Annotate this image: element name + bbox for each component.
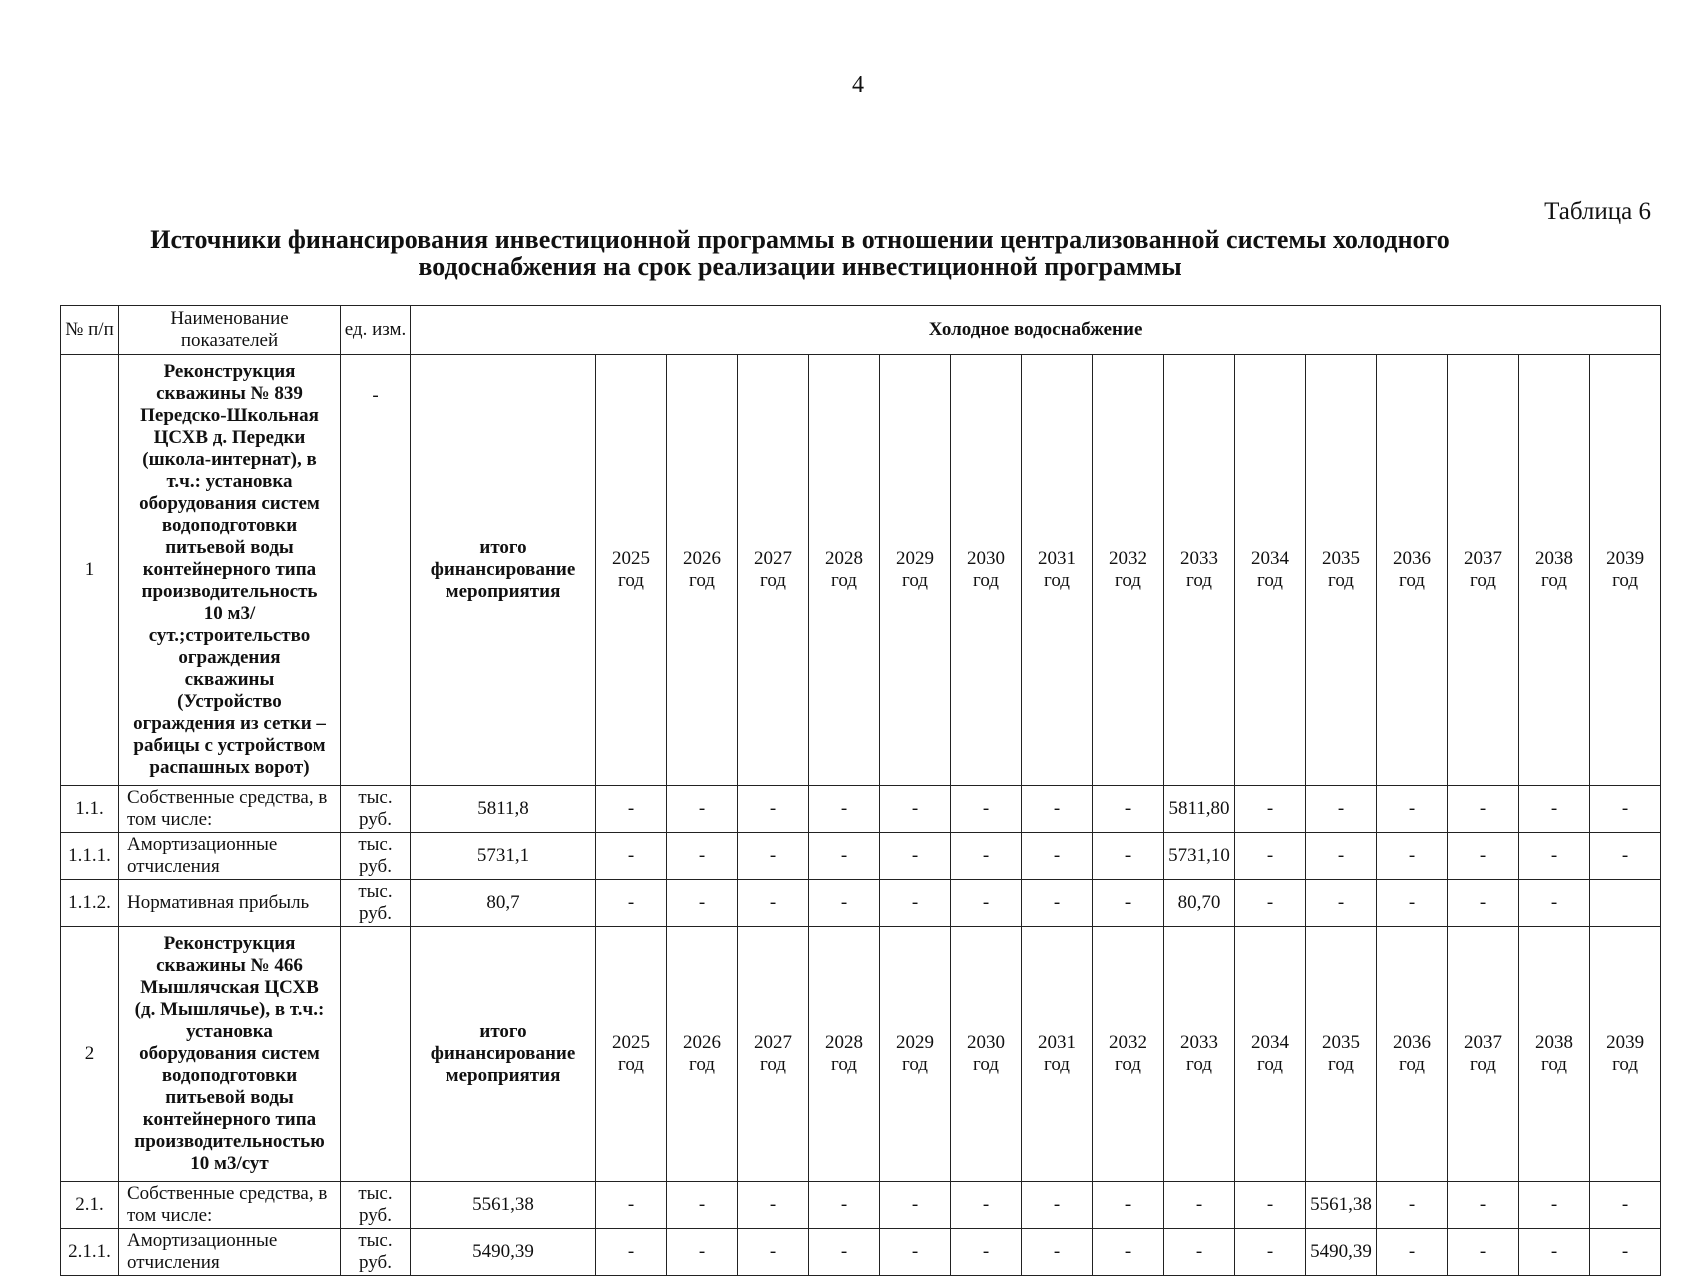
row-number: 2.1.1. <box>61 1229 119 1276</box>
table-row <box>61 786 1661 833</box>
year-value: - <box>1235 1182 1306 1229</box>
year-value: - <box>1093 880 1164 927</box>
year-value: 5490,39 <box>1306 1229 1377 1276</box>
year-value: - <box>1377 1182 1448 1229</box>
row-name: Собственные средства, в том числе: <box>119 1182 341 1229</box>
year-header: 2032 год <box>1093 355 1164 786</box>
year-value: 5731,10 <box>1164 833 1235 880</box>
year-value: - <box>1022 880 1093 927</box>
object-number: 2 <box>61 927 119 1182</box>
year-value: - <box>809 1229 880 1276</box>
year-value: - <box>1306 833 1377 880</box>
page-number: 4 <box>852 72 864 98</box>
row-total: 5731,1 <box>411 833 596 880</box>
row-total: 5561,38 <box>411 1182 596 1229</box>
object-unit <box>341 927 411 1182</box>
header-num: № п/п <box>61 306 119 355</box>
row-total: 80,7 <box>411 880 596 927</box>
year-value: - <box>951 1229 1022 1276</box>
row-number: 1.1.2. <box>61 880 119 927</box>
year-value: - <box>1306 880 1377 927</box>
year-value: - <box>596 1229 667 1276</box>
year-value: 5561,38 <box>1306 1182 1377 1229</box>
row-name: Нормативная прибыль <box>119 880 341 927</box>
year-value: - <box>1448 880 1519 927</box>
row-name: Амортизационные отчисления <box>119 833 341 880</box>
year-value: - <box>1590 1229 1661 1276</box>
row-unit: тыс. руб. <box>341 1182 411 1229</box>
year-value: - <box>809 1182 880 1229</box>
year-header: 2038 год <box>1519 927 1590 1182</box>
year-value: - <box>880 1229 951 1276</box>
year-value: - <box>951 880 1022 927</box>
year-header: 2025 год <box>596 355 667 786</box>
year-header: 2036 год <box>1377 927 1448 1182</box>
year-value: - <box>667 880 738 927</box>
object-header-row <box>61 355 1661 786</box>
year-value: - <box>809 833 880 880</box>
year-value: - <box>951 786 1022 833</box>
year-value: - <box>880 833 951 880</box>
row-unit: тыс. руб. <box>341 833 411 880</box>
year-value: - <box>1235 880 1306 927</box>
year-value: - <box>1519 1182 1590 1229</box>
year-header: 2036 год <box>1377 355 1448 786</box>
table-row <box>61 880 1661 927</box>
year-value: - <box>1377 1229 1448 1276</box>
year-value: - <box>596 880 667 927</box>
year-value: - <box>1377 786 1448 833</box>
row-name: Амортизационные отчисления <box>119 1229 341 1276</box>
financing-table <box>60 305 1661 1276</box>
year-header: 2039 год <box>1590 927 1661 1182</box>
row-unit: тыс. руб. <box>341 1229 411 1276</box>
row-number: 1.1.1. <box>61 833 119 880</box>
object-name: Реконструкция скважины № 839 Передско-Школьная ЦСХВ д. Передки (школа-интернат), в т.ч.: установка оборудования систем водоподготовки питьевой воды контейнерного типа производительность 10 м3/сут.;строительство ограждения скважины (Устройство ограждения из сетки – рабицы с устройством распашных ворот) <box>119 355 341 786</box>
year-value: - <box>1164 1182 1235 1229</box>
row-number: 2.1. <box>61 1182 119 1229</box>
year-value: - <box>880 1182 951 1229</box>
year-value: - <box>1448 1182 1519 1229</box>
year-value: - <box>738 833 809 880</box>
year-value: - <box>1448 786 1519 833</box>
row-unit: тыс. руб. <box>341 786 411 833</box>
year-header: 2034 год <box>1235 355 1306 786</box>
year-header: 2037 год <box>1448 927 1519 1182</box>
object-header-row <box>61 927 1661 1182</box>
itogo-label: итого финансирование мероприятия <box>411 927 596 1182</box>
year-value: - <box>667 833 738 880</box>
year-value: - <box>1235 786 1306 833</box>
header-unit: ед. изм. <box>341 306 411 355</box>
year-value: - <box>880 786 951 833</box>
year-value: - <box>809 880 880 927</box>
year-header: 2028 год <box>809 927 880 1182</box>
year-value: - <box>1590 1182 1661 1229</box>
object-unit: - <box>341 355 411 786</box>
year-value: - <box>596 786 667 833</box>
year-value: - <box>1519 833 1590 880</box>
year-header: 2039 год <box>1590 355 1661 786</box>
year-value: 5811,80 <box>1164 786 1235 833</box>
year-header: 2031 год <box>1022 355 1093 786</box>
year-value: - <box>667 786 738 833</box>
row-total: 5490,39 <box>411 1229 596 1276</box>
table-label: Таблица 6 <box>1544 198 1651 225</box>
year-value: 80,70 <box>1164 880 1235 927</box>
year-value: - <box>1377 880 1448 927</box>
year-header: 2033 год <box>1164 927 1235 1182</box>
year-header: 2029 год <box>880 927 951 1182</box>
year-value: - <box>951 1182 1022 1229</box>
table-row <box>61 1182 1661 1229</box>
object-number: 1 <box>61 355 119 786</box>
year-value: - <box>1093 1182 1164 1229</box>
year-header: 2027 год <box>738 355 809 786</box>
year-header: 2025 год <box>596 927 667 1182</box>
year-value: - <box>1448 1229 1519 1276</box>
table-row <box>61 1229 1661 1276</box>
year-value: - <box>1022 786 1093 833</box>
year-header: 2032 год <box>1093 927 1164 1182</box>
year-header: 2038 год <box>1519 355 1590 786</box>
year-value: - <box>738 880 809 927</box>
year-value: - <box>1235 833 1306 880</box>
year-value: - <box>667 1229 738 1276</box>
document-title: Источники финансирования инвестиционной программы в отношении централизованной системы холодного водоснабжения на срок реализации инвестиционной программы <box>150 225 1450 281</box>
year-header: 2035 год <box>1306 927 1377 1182</box>
header-row <box>61 306 1661 355</box>
year-header: 2029 год <box>880 355 951 786</box>
year-value: - <box>1448 833 1519 880</box>
year-value: - <box>1022 1182 1093 1229</box>
header-section: Холодное водоснабжение <box>411 306 1661 355</box>
year-value: - <box>1306 786 1377 833</box>
year-value: - <box>1590 786 1661 833</box>
year-value <box>1590 880 1661 927</box>
year-value: - <box>1022 1229 1093 1276</box>
year-header: 2034 год <box>1235 927 1306 1182</box>
year-value: - <box>1022 833 1093 880</box>
year-header: 2027 год <box>738 927 809 1182</box>
row-name: Собственные средства, в том числе: <box>119 786 341 833</box>
year-value: - <box>738 786 809 833</box>
year-value: - <box>738 1182 809 1229</box>
year-header: 2030 год <box>951 927 1022 1182</box>
year-header: 2026 год <box>667 927 738 1182</box>
year-value: - <box>1519 1229 1590 1276</box>
year-value: - <box>1093 1229 1164 1276</box>
table-row <box>61 833 1661 880</box>
itogo-label: итого финансирование мероприятия <box>411 355 596 786</box>
year-header: 2037 год <box>1448 355 1519 786</box>
year-value: - <box>738 1229 809 1276</box>
object-name: Реконструкция скважины № 466 Мышлячская ЦСХВ (д. Мышлячье), в т.ч.: установка оборудования систем водоподготовки питьевой воды контейнерного типа производительностью 10 м3/сут <box>119 927 341 1182</box>
year-value: - <box>1590 833 1661 880</box>
year-value: - <box>951 833 1022 880</box>
row-unit: тыс. руб. <box>341 880 411 927</box>
year-value: - <box>1093 786 1164 833</box>
year-value: - <box>596 833 667 880</box>
year-value: - <box>1519 880 1590 927</box>
row-number: 1.1. <box>61 786 119 833</box>
year-value: - <box>667 1182 738 1229</box>
year-header: 2026 год <box>667 355 738 786</box>
year-header: 2035 год <box>1306 355 1377 786</box>
year-value: - <box>809 786 880 833</box>
year-value: - <box>1235 1229 1306 1276</box>
year-header: 2033 год <box>1164 355 1235 786</box>
header-name: Наименование показателей <box>119 306 341 355</box>
year-header: 2028 год <box>809 355 880 786</box>
row-total: 5811,8 <box>411 786 596 833</box>
year-value: - <box>1519 786 1590 833</box>
year-value: - <box>596 1182 667 1229</box>
year-header: 2030 год <box>951 355 1022 786</box>
year-value: - <box>880 880 951 927</box>
year-header: 2031 год <box>1022 927 1093 1182</box>
year-value: - <box>1164 1229 1235 1276</box>
year-value: - <box>1377 833 1448 880</box>
year-value: - <box>1093 833 1164 880</box>
